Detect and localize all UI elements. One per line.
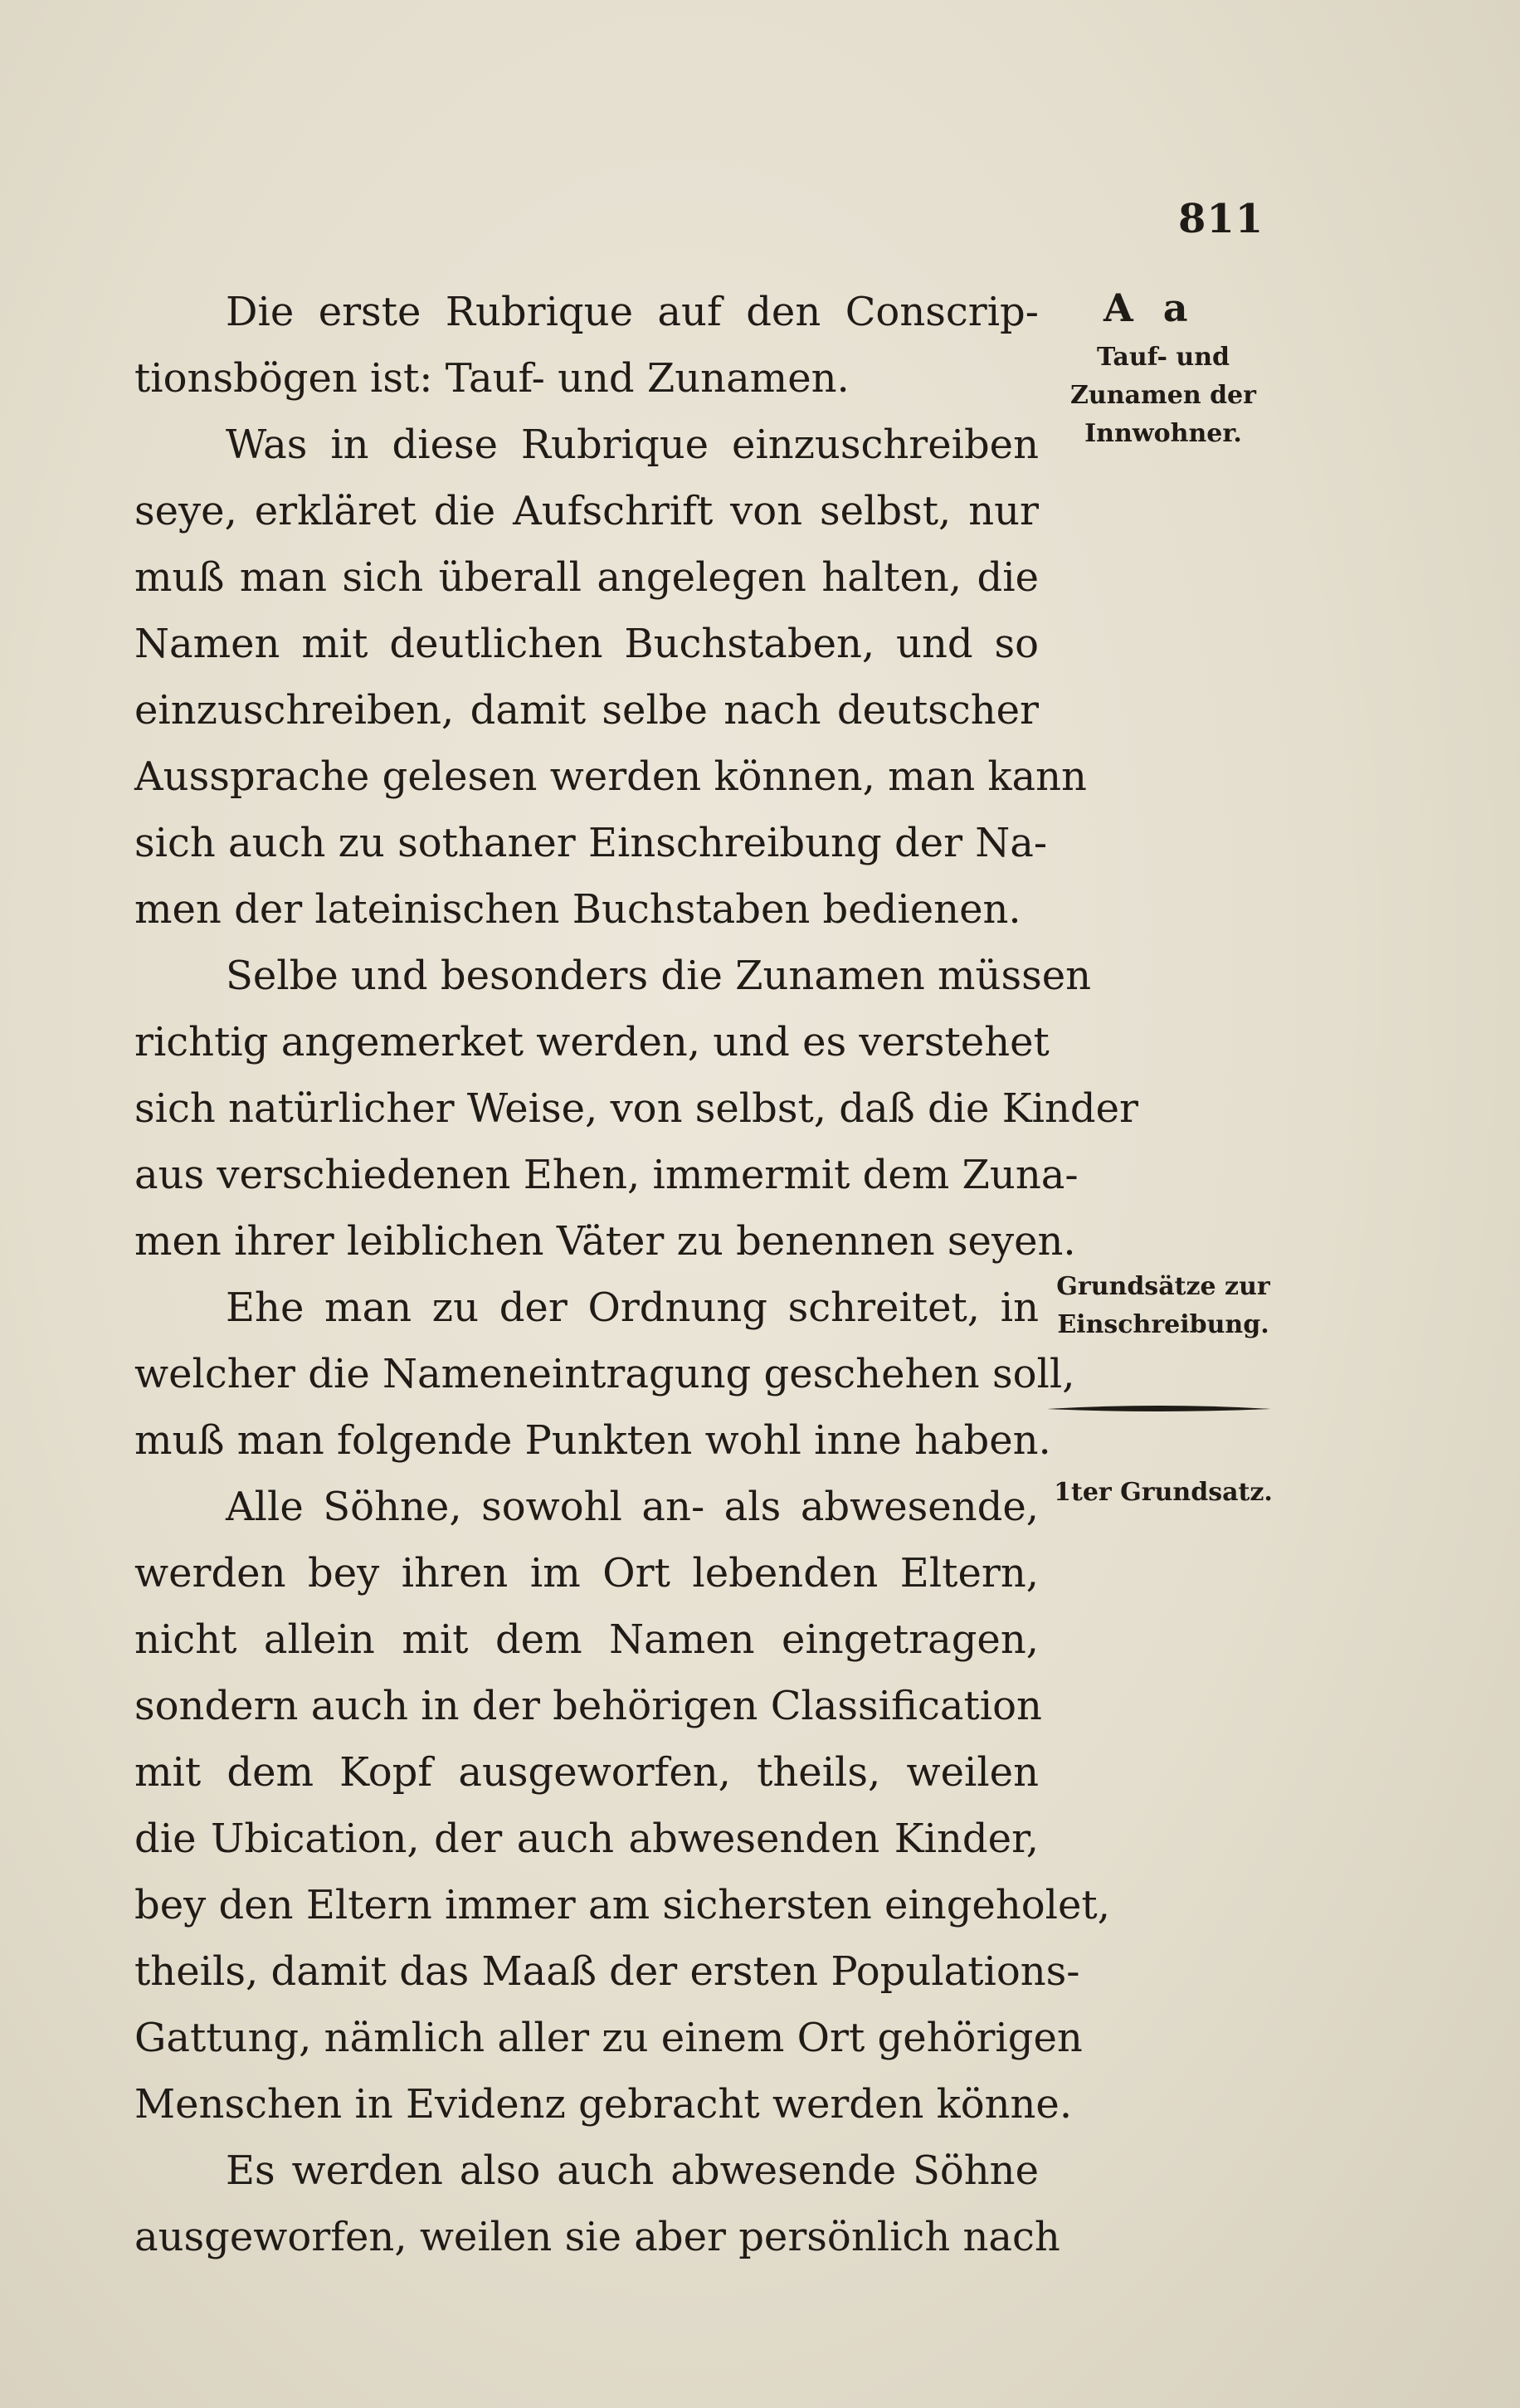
text-line: tionsbögen ist: Tauf- und Zunamen. — [134, 355, 850, 402]
margin-note-names: Tauf- und Zunamen der Innwohner. — [1070, 343, 1256, 448]
page-number: 811 — [1178, 196, 1264, 242]
text-line: Menschen in Evidenz gebracht werden könne. — [134, 2081, 1073, 2128]
section-mark: A a — [1103, 285, 1196, 330]
margin-note-first-principle: 1ter Grundsatz. — [1054, 1478, 1273, 1507]
text-line: aus verschiedenen Ehen, immermit dem Zuna- — [134, 1152, 1079, 1198]
text-line: seye, erkläret die Aufschrift von selbst, nur — [134, 488, 1039, 534]
text-line: Aussprache gelesen werden können, man kann — [134, 753, 1087, 800]
text-line: werden bey ihren im Ort lebenden Eltern, — [134, 1550, 1039, 1596]
text-line: muß man folgende Punkten wohl inne haben. — [134, 1417, 1051, 1464]
text-line: sich natürlicher Weise, von selbst, daß die Kinder — [134, 1085, 1138, 1132]
text-line: Alle Söhne, sowohl an- als abwesende, — [226, 1484, 1039, 1530]
text-line: einzuschreiben, damit selbe nach deutscher — [134, 687, 1039, 734]
margin-note-principles: Grundsätze zur Einschreibung. — [1056, 1272, 1270, 1339]
text-line: men ihrer leiblichen Väter zu benennen seyen. — [134, 1218, 1076, 1265]
text-line: welcher die Nameneintragung geschehen soll, — [134, 1351, 1075, 1397]
text-line: bey den Eltern immer am sichersten eingeholet, — [134, 1882, 1110, 1928]
text-line: die Ubication, der auch abwesenden Kinder, — [134, 1816, 1039, 1862]
text-line: Die erste Rubrique auf den Conscrip- — [226, 289, 1039, 335]
text-line: richtig angemerket werden, und es verstehet — [134, 1019, 1050, 1065]
section-rule — [1047, 1404, 1271, 1414]
text-line: muß man sich überall angelegen halten, die — [134, 554, 1039, 601]
text-line: sondern auch in der behörigen Classification — [134, 1683, 1042, 1729]
text-line: Gattung, nämlich aller zu einem Ort gehörigen — [134, 2015, 1083, 2061]
text-line: Es werden also auch abwesende Söhne — [226, 2147, 1039, 2194]
text-line: Was in diese Rubrique einzuschreiben — [226, 422, 1039, 468]
text-line: Namen mit deutlichen Buchstaben, und so — [134, 621, 1039, 667]
text-line: men der lateinischen Buchstaben bedienen. — [134, 886, 1021, 933]
body-text — [134, 279, 1138, 2270]
text-line: theils, damit das Maaß der ersten Populations- — [134, 1948, 1080, 1995]
text-line: sich auch zu sothaner Einschreibung der Na- — [134, 820, 1048, 866]
text-line: Ehe man zu der Ordnung schreitet, in — [226, 1284, 1039, 1331]
text-line: nicht allein mit dem Namen eingetragen, — [134, 1616, 1039, 1663]
text-line: mit dem Kopf ausgeworfen, theils, weilen — [134, 1749, 1039, 1796]
text-line: Selbe und besonders die Zunamen müssen — [226, 953, 1092, 999]
text-line: ausgeworfen, weilen sie aber persönlich nach — [134, 2214, 1060, 2260]
